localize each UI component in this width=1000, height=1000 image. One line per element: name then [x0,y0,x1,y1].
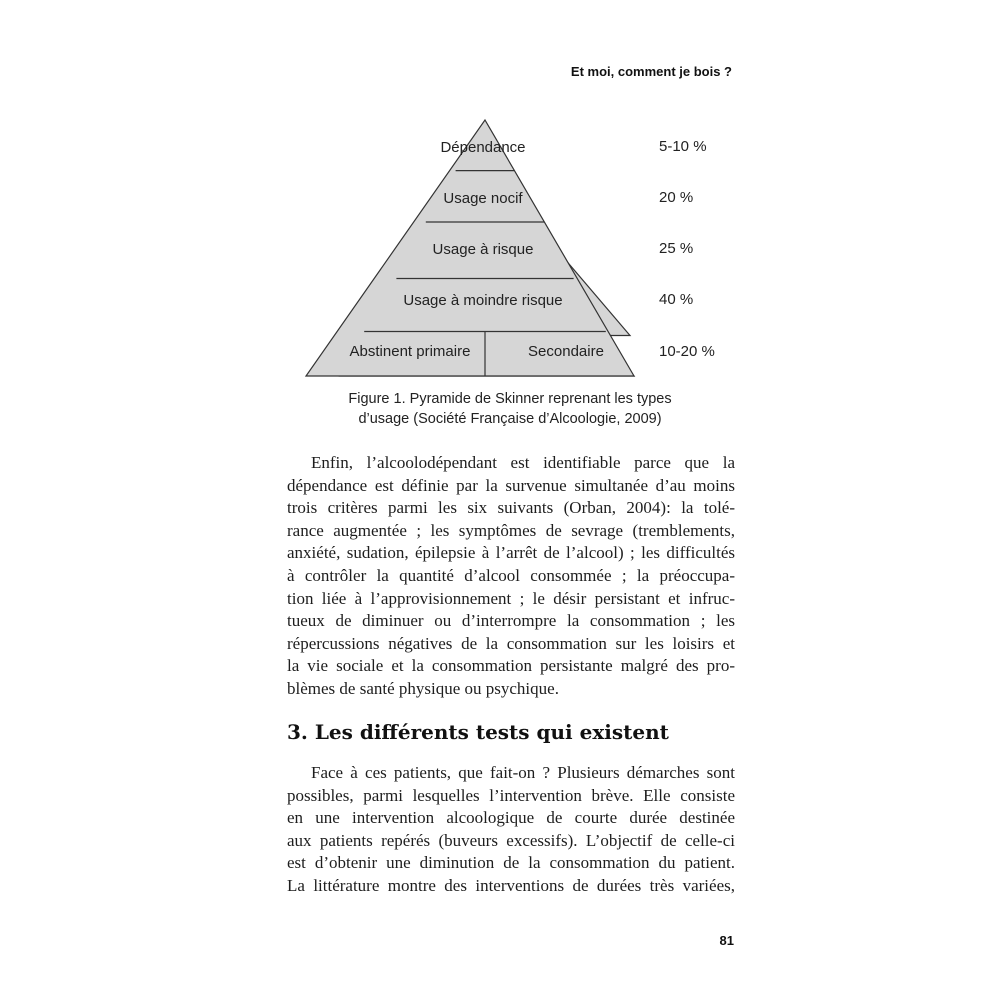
pct-label-abstinent: 10-20 % [659,343,715,360]
paragraph-line: la vie sociale et la consommation persistante malgré des pro- [287,656,735,676]
running-head: Et moi, comment je bois ? [570,64,732,79]
figure-caption [300,389,720,429]
paragraph-line: dépendance est définie par la survenue simultanée d’au moins [287,475,735,495]
pyramid-diagram [300,112,740,392]
page-number: 81 [719,933,734,948]
body-paragraph-1 [287,452,735,701]
pct-label-usage-nocif: 20 % [659,189,694,206]
paragraph-line: en une intervention alcoologique de courte durée destinée [287,808,735,828]
tier-label-usage-moindre-risque: Usage à moindre risque [403,292,563,309]
paragraph-line: aux patients repérés (buveurs excessifs). L’objectif de celle-ci [287,830,735,850]
tier-label-abstinent-primaire: Abstinent primaire [349,343,471,360]
caption-line-1 [300,389,720,409]
paragraph-line: possibles, parmi lesquelles l’intervention brève. Elle consiste [287,785,735,805]
tier-label-dependance: Dépendance [440,139,526,156]
tier-label-usage-a-risque: Usage à risque [432,241,534,258]
pct-label-dependance: 5-10 % [659,138,707,155]
paragraph-line: trois critères parmi les six suivants (Orban, 2004): la tolé- [287,498,735,518]
tier-label-usage-nocif: Usage nocif [443,190,523,207]
paragraph-line: tueux de diminuer ou d’interrompre la consommation ; les [287,611,735,631]
tier-label-secondaire: Secondaire [528,343,604,360]
caption-line-2: d’usage (Société Française d’Alcoologie, 2009) [358,411,662,427]
paragraph-line: blèmes de santé physique ou psychique. [287,678,559,698]
paragraph-line: à contrôler la quantité d’alcool consommée ; la préoccupa- [287,565,735,585]
pct-label-usage-a-risque: 25 % [659,240,694,257]
caption-figure-label: Figure 1. [348,391,406,407]
paragraph-line: anxiété, sudation, épilepsie à l’arrêt de l’alcool) ; les difficultés [287,543,735,563]
caption-text-1: Pyramide de Skinner reprenant les types [405,391,672,407]
paragraph-line: tion liée à l’approvisionnement ; le désir persistant et infruc- [287,588,735,608]
pct-label-usage-moindre-risque: 40 % [659,291,694,308]
paragraph-line: Face à ces patients, que fait-on ? Plusieurs démarches sont [311,763,735,782]
paragraph-line: La littérature montre des interventions de durées très variées, [287,875,735,895]
paragraph-line: est d’obtenir une diminution de la consommation du patient. [287,853,735,873]
paragraph-line: Enfin, l’alcoolodépendant est identifiable parce que la [311,453,735,472]
paragraph-line: répercussions négatives de la consommation sur les loisirs et [287,633,735,653]
body-paragraph-2 [287,762,735,898]
skinner-pyramid-figure [300,112,740,392]
section-heading: 3. Les différents tests qui existent [287,720,669,744]
paragraph-line: rance augmentée ; les symptômes de sevrage (tremblements, [287,520,735,540]
